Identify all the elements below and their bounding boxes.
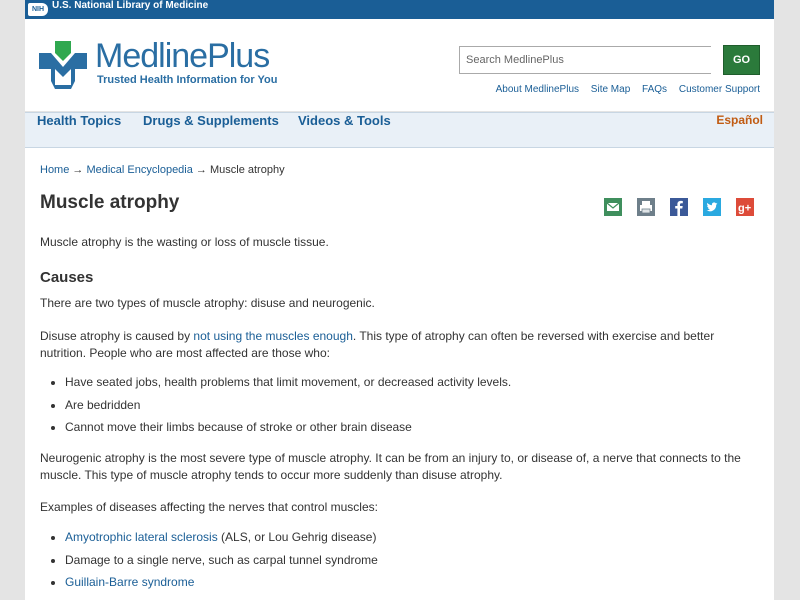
facebook-icon[interactable] <box>670 198 688 216</box>
about-link[interactable]: About MedlinePlus <box>495 84 580 95</box>
site-header <box>25 19 774 111</box>
page-title: Muscle atrophy <box>40 192 180 213</box>
breadcrumb-home[interactable]: Home <box>40 164 70 176</box>
medlineplus-logo-icon[interactable] <box>37 39 89 91</box>
utility-links <box>487 84 760 95</box>
print-icon[interactable] <box>637 198 655 216</box>
main-nav <box>25 112 774 148</box>
nav-health-topics[interactable]: Health Topics <box>37 113 122 128</box>
breadcrumb <box>40 164 285 176</box>
article-content <box>25 148 774 600</box>
neurogenic-paragraph: Neurogenic atrophy is the most severe type of muscle atrophy. It can be from an injury to, or disease of, a nerve that connects to the muscle. This type of muscle atrophy tends to occur more suddenly than disuse atrophy. <box>40 451 741 482</box>
customer-support-link[interactable]: Customer Support <box>678 84 760 95</box>
breadcrumb-separator: → <box>72 164 84 176</box>
breadcrumb-current: Muscle atrophy <box>209 164 285 176</box>
list-item <box>40 574 740 597</box>
breadcrumb-encyclopedia[interactable]: Medical Encyclopedia <box>86 164 193 176</box>
google-plus-icon[interactable] <box>736 198 754 216</box>
list-item <box>40 529 740 552</box>
list-item: Cannot move their limbs because of stroke or other brain disease <box>40 419 740 442</box>
causes-paragraph: There are two types of muscle atrophy: disuse and neurogenic. <box>40 296 375 310</box>
list-item: Are bedridden <box>40 397 740 420</box>
nlm-top-bar <box>25 0 774 19</box>
examples-paragraph: Examples of diseases affecting the nerves that control muscles: <box>40 500 378 514</box>
list-item: Have seated jobs, health problems that limit movement, or decreased activity levels. <box>40 374 740 397</box>
site-title[interactable]: MedlinePlus <box>95 37 270 75</box>
disuse-risk-list <box>40 374 740 442</box>
not-using-muscles-link[interactable]: not using the muscles enough <box>193 329 353 343</box>
search-input[interactable] <box>459 46 711 74</box>
nav-drugs-supplements[interactable]: Drugs & Supplements <box>143 113 279 128</box>
list-item: Damage to a single nerve, such as carpal tunnel syndrome <box>40 552 740 575</box>
disuse-paragraph <box>40 328 755 362</box>
disuse-text-start: Disuse atrophy is caused by <box>40 329 194 343</box>
intro-paragraph: Muscle atrophy is the wasting or loss of muscle tissue. <box>40 235 329 249</box>
twitter-icon[interactable] <box>703 198 721 216</box>
nlm-link[interactable]: U.S. National Library of Medicine <box>52 0 209 11</box>
guillain-barre-link[interactable]: Guillain-Barre syndrome <box>65 575 195 589</box>
nerve-disease-list <box>40 529 740 597</box>
als-link[interactable]: Amyotrophic lateral sclerosis <box>65 530 218 544</box>
search-go-button[interactable]: GO <box>723 45 760 75</box>
svg-text:g+: g+ <box>738 202 752 215</box>
nav-videos-tools[interactable]: Videos & Tools <box>298 113 391 128</box>
nih-logo-badge[interactable]: NIH <box>28 3 48 16</box>
site-tagline: Trusted Health Information for You <box>97 74 278 86</box>
als-detail: (ALS, or Lou Gehrig disease) <box>217 530 377 544</box>
breadcrumb-separator: → <box>195 164 207 176</box>
site-map-link[interactable]: Site Map <box>590 84 631 95</box>
disuse-text-end: . This type of atrophy can often be reversed with exercise and better nutrition. People who are most affected are those who: <box>40 329 715 360</box>
causes-heading: Causes <box>40 269 94 286</box>
nav-espanol[interactable]: Español <box>716 113 763 127</box>
faqs-link[interactable]: FAQs <box>642 84 668 95</box>
email-icon[interactable] <box>604 198 622 216</box>
